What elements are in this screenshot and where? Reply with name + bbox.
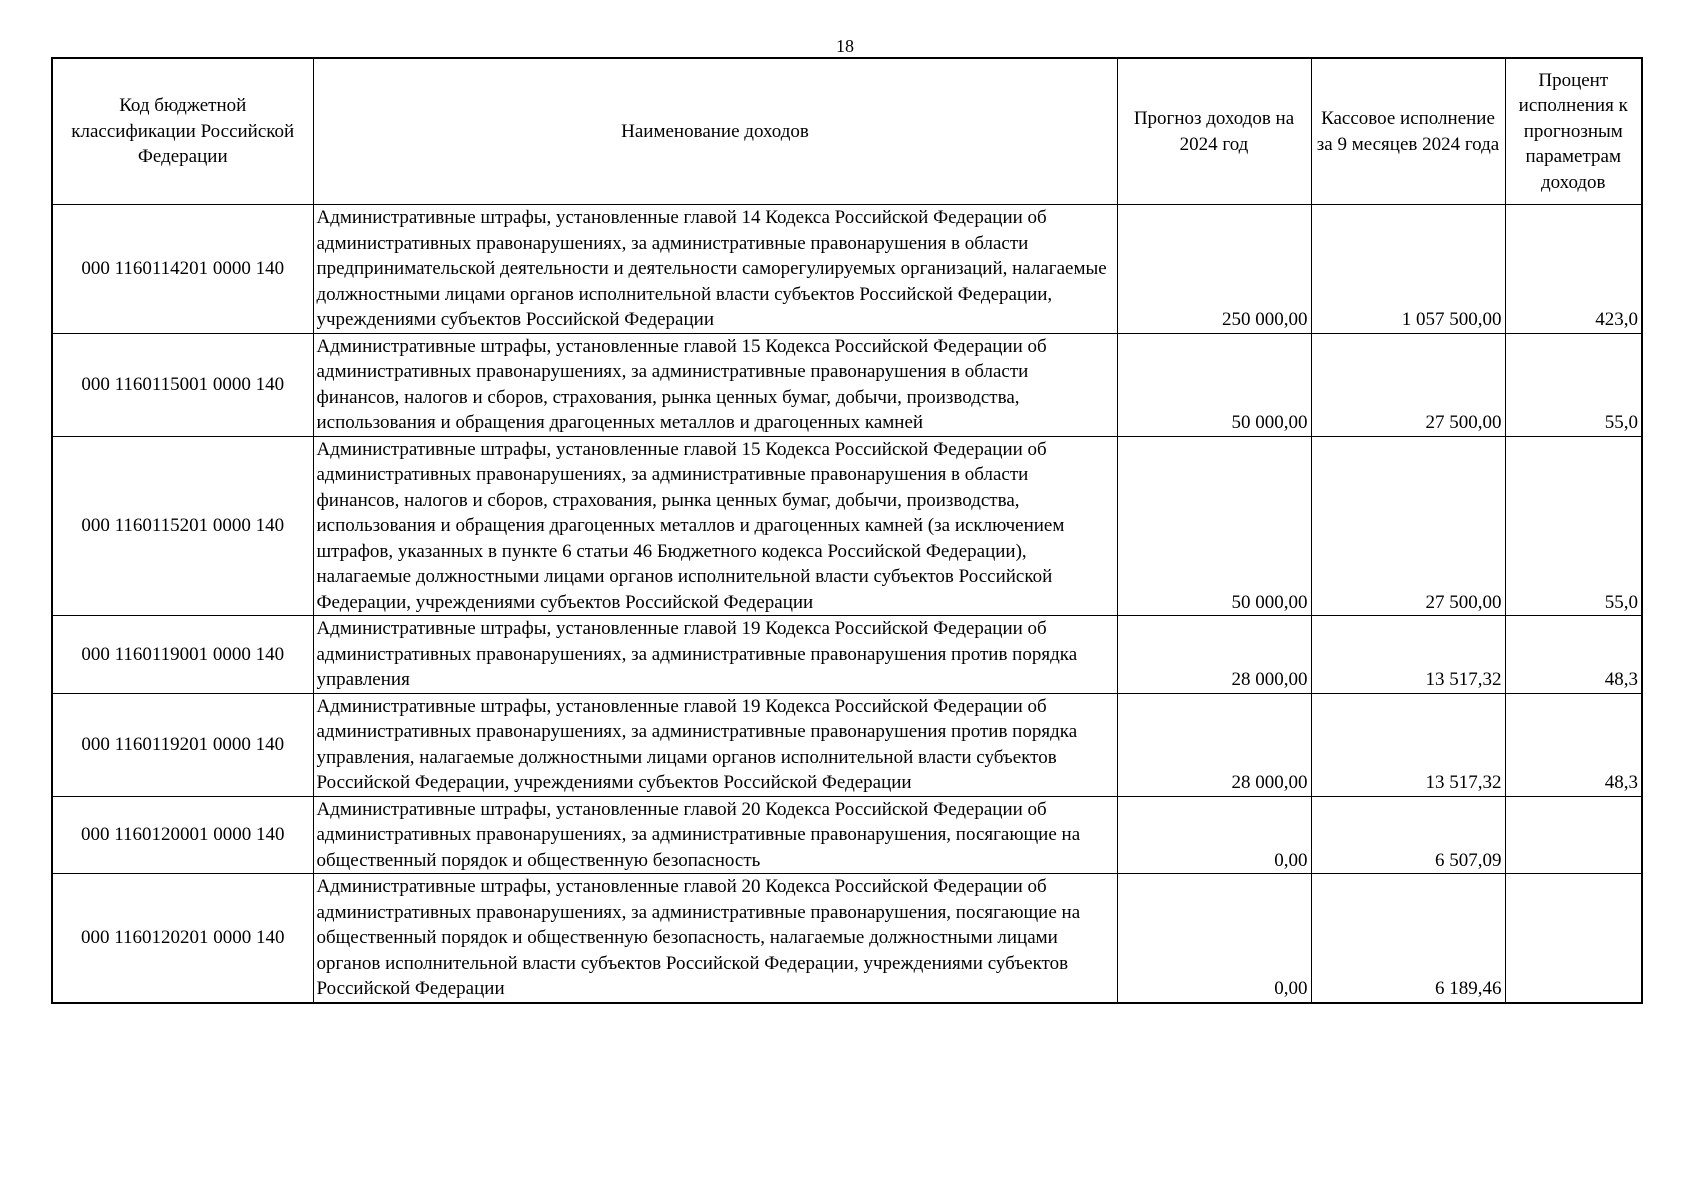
row-name: Административные штрафы, установленные главой 19 Кодекса Российской Федерации об административных правонарушениях, за административные правонарушения против порядка управления, налагаемые должностными лицами органов исполнительной власти субъектов Российской Федерации, учреждениями субъектов Российской Федерации [313,693,1117,796]
table-row [52,436,1642,616]
row-percent: 55,0 [1505,436,1642,616]
header-executed: Кассовое исполнение за 9 месяцев 2024 года [1311,58,1505,205]
row-forecast: 0,00 [1117,796,1311,874]
header-name: Наименование доходов [313,58,1117,205]
row-code: 000 1160115001 0000 140 [52,333,313,436]
row-percent [1505,874,1642,1003]
row-percent [1505,796,1642,874]
row-code: 000 1160114201 0000 140 [52,205,313,334]
row-name: Административные штрафы, установленные главой 20 Кодекса Российской Федерации об административных правонарушениях, за административные правонарушения, посягающие на общественный порядок и общественную безопасность [313,796,1117,874]
row-percent: 423,0 [1505,205,1642,334]
header-row [52,58,1642,205]
revenue-table [51,57,1643,1004]
page-number: 18 [836,36,854,56]
header-percent: Процент исполнения к прогнозным параметрам доходов [1505,58,1642,205]
header-code: Код бюджетной классификации Российской Федерации [52,58,313,205]
row-name: Административные штрафы, установленные главой 19 Кодекса Российской Федерации об административных правонарушениях, за административные правонарушения против порядка управления [313,616,1117,694]
row-forecast: 50 000,00 [1117,436,1311,616]
table-row [52,333,1642,436]
row-percent: 48,3 [1505,616,1642,694]
row-code: 000 1160119201 0000 140 [52,693,313,796]
table-row [52,205,1642,334]
row-forecast: 28 000,00 [1117,616,1311,694]
row-executed: 6 189,46 [1311,874,1505,1003]
row-percent: 55,0 [1505,333,1642,436]
row-name: Административные штрафы, установленные главой 15 Кодекса Российской Федерации об административных правонарушениях, за административные правонарушения в области финансов, налогов и сборов, страхования, рынка ценных бумаг, добычи, производства, использования и обращения драгоценных металлов и драгоценных камней [313,333,1117,436]
row-executed: 1 057 500,00 [1311,205,1505,334]
table-row [52,874,1642,1003]
row-forecast: 250 000,00 [1117,205,1311,334]
row-code: 000 1160120001 0000 140 [52,796,313,874]
row-executed: 27 500,00 [1311,333,1505,436]
row-code: 000 1160115201 0000 140 [52,436,313,616]
row-percent: 48,3 [1505,693,1642,796]
table-row [52,693,1642,796]
row-forecast: 28 000,00 [1117,693,1311,796]
row-name: Административные штрафы, установленные главой 15 Кодекса Российской Федерации об административных правонарушениях, за административные правонарушения в области финансов, налогов и сборов, страхования, рынка ценных бумаг, добычи, производства, использования и обращения драгоценных металлов и драгоценных камней (за исключением штрафов, указанных в пункте 6 статьи 46 Бюджетного кодекса Российской Федерации), налагаемые должностными лицами органов исполнительной власти субъектов Российской Федерации, учреждениями субъектов Российской Федерации [313,436,1117,616]
header-forecast: Прогноз доходов на 2024 год [1117,58,1311,205]
row-forecast: 50 000,00 [1117,333,1311,436]
row-name: Административные штрафы, установленные главой 20 Кодекса Российской Федерации об административных правонарушениях, за административные правонарушения, посягающие на общественный порядок и общественную безопасность, налагаемые должностными лицами органов исполнительной власти субъектов Российской Федерации, учреждениями субъектов Российской Федерации [313,874,1117,1003]
row-name: Административные штрафы, установленные главой 14 Кодекса Российской Федерации об административных правонарушениях, за административные правонарушения в области предпринимательской деятельности и деятельности саморегулируемых организаций, налагаемые должностными лицами органов исполнительной власти субъектов Российской Федерации, учреждениями субъектов Российской Федерации [313,205,1117,334]
row-executed: 13 517,32 [1311,616,1505,694]
row-executed: 27 500,00 [1311,436,1505,616]
table-row [52,616,1642,694]
row-executed: 6 507,09 [1311,796,1505,874]
row-executed: 13 517,32 [1311,693,1505,796]
table-row [52,796,1642,874]
row-code: 000 1160120201 0000 140 [52,874,313,1003]
row-code: 000 1160119001 0000 140 [52,616,313,694]
row-forecast: 0,00 [1117,874,1311,1003]
